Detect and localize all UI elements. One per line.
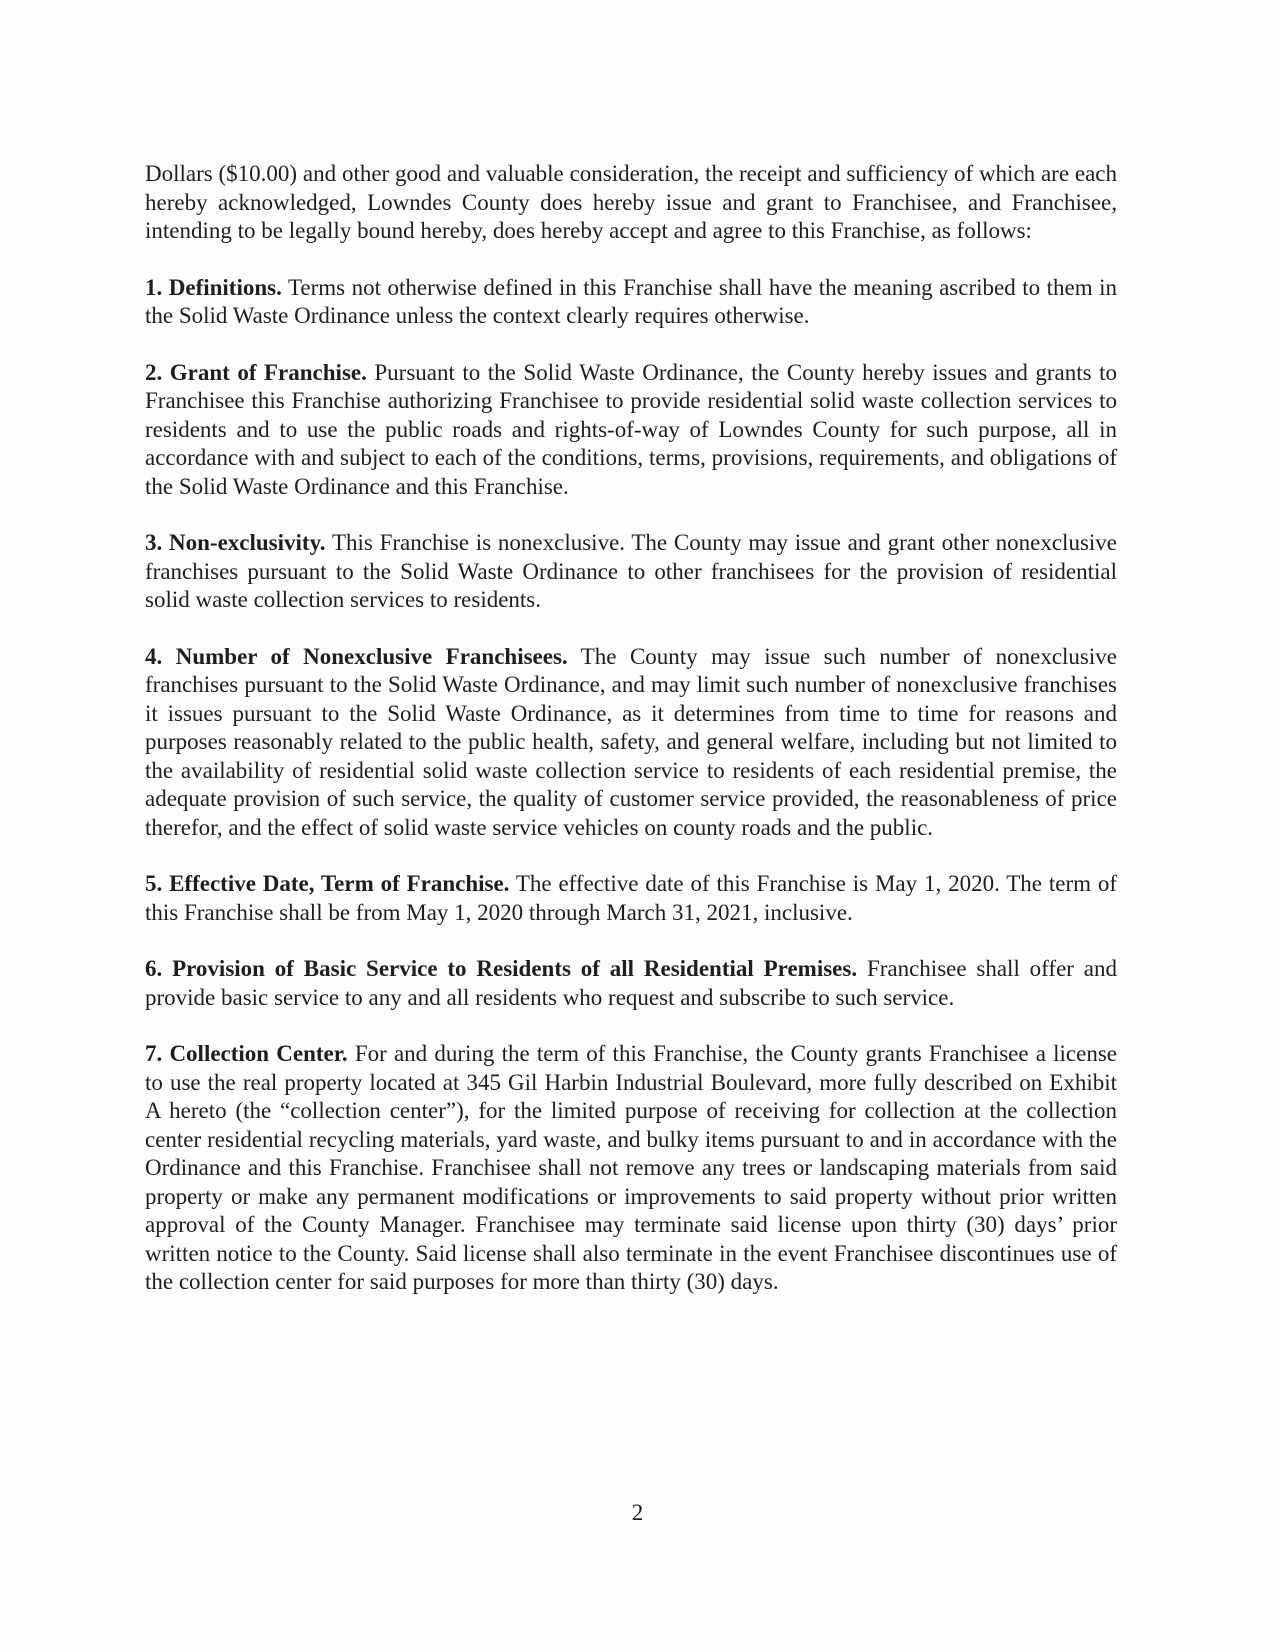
page-number: 2: [631, 1500, 644, 1525]
section-heading: 1. Definitions.: [145, 274, 282, 300]
section-text: For and during the term of this Franchise, the County grants Franchisee a license to use the real property located at 345 Gil Harbin Industrial Boulevard, more fully described on Exhibit A hereto (the “collection center”), for the limited purpose of receiving for collection at the collection center residential recycling materials, yard waste, and bulky items pursuant to and in accordance with the Ordinance and this Franchise. Franchisee shall not remove any trees or landscaping materials from said property or make any permanent modifications or improvements to said property without prior written approval of the County Manager. Franchisee may terminate said license upon thirty (30) days’ prior written notice to the County. Said license shall also terminate in the event Franchisee discontinues use of the collection center for said purposes for more than thirty (30) days.: [145, 1041, 1118, 1294]
section-heading: 4. Number of Nonexclusive Franchisees.: [145, 643, 568, 669]
section-number-of-franchisees: [145, 643, 1117, 843]
section-text: The effective date of this Franchise is May 1, 2020. The term of this Franchise shall be from May 1, 2020 through March 31, 2021, inclusive.: [145, 871, 1117, 925]
section-text: Franchisee shall offer and provide basic service to any and all residents who request and subscribe to such service.: [145, 956, 1117, 1010]
section-heading: 6. Provision of Basic Service to Residents of all Residential Premises.: [145, 956, 858, 981]
section-heading: 3. Non-exclusivity.: [145, 530, 326, 555]
section-text: The County may issue such number of nonexclusive franchises pursuant to the Solid Waste Ordinance, and may limit such number of nonexclusive franchises it issues pursuant to the Solid Waste Ordinance, as it determines from time to time for reasons and purposes reasonably related to the public health, safety, and general welfare, including but not limited to the availability of residential solid waste collection service to residents of each residential premise, the adequate provision of such service, the quality of customer service provided, the reasonableness of price therefor, and the effect of solid waste service vehicles on county roads and the public.: [145, 643, 1117, 840]
section-text: Terms not otherwise defined in this Franchise shall have the meaning ascribed to them in the Solid Waste Ordinance unless the context clearly requires otherwise.: [145, 274, 1117, 328]
section-definitions: [145, 274, 1117, 331]
section-heading: 7. Collection Center.: [145, 1041, 348, 1066]
section-non-exclusivity: [145, 529, 1117, 615]
section-text: Pursuant to the Solid Waste Ordinance, the County hereby issues and grants to Franchisee this Franchise authorizing Franchisee to provide residential solid waste collection services to residents and to use the public roads and rights-of-way of Lowndes County for such purpose, all in accordance with and subject to each of the conditions, terms, provisions, requirements, and obligations of the Solid Waste Ordinance and this Franchise.: [145, 359, 1118, 499]
section-collection-center: [145, 1040, 1117, 1297]
section-basic-service: [145, 955, 1117, 1012]
intro-paragraph: Dollars ($10.00) and other good and valuable consideration, the receipt and sufficiency of which are each hereby acknowledged, Lowndes County does hereby issue and grant to Franchisee, and Franchisee, intending to be legally bound hereby, does hereby accept and agree to this Franchise, as follows:: [145, 161, 1117, 243]
section-heading: 2. Grant of Franchise.: [145, 359, 367, 385]
section-grant-of-franchise: [145, 359, 1117, 502]
section-text: This Franchise is nonexclusive. The County may issue and grant other nonexclusive franchises pursuant to the Solid Waste Ordinance to other franchisees for the provision of residential solid waste collection services to residents.: [145, 530, 1117, 612]
document-body: [145, 160, 1117, 1325]
section-heading: 5. Effective Date, Term of Franchise.: [145, 871, 510, 896]
section-effective-date: [145, 870, 1117, 927]
